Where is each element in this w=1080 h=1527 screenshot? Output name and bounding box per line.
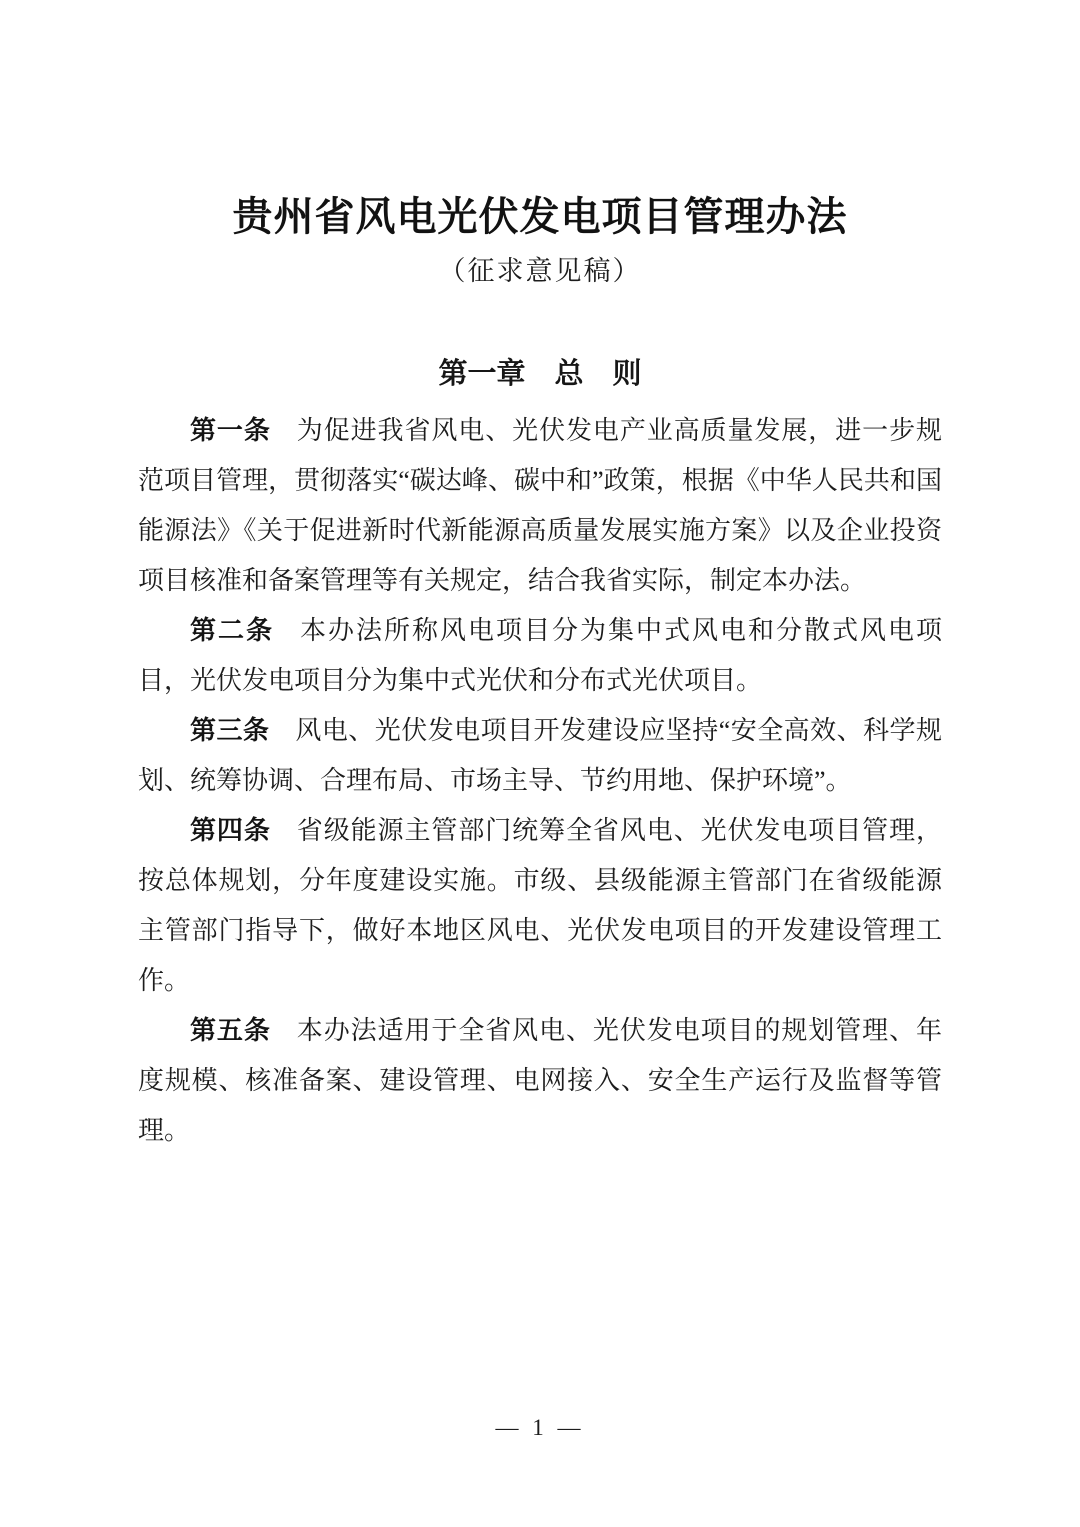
chapter-heading: 第一章 总 则 (438, 358, 642, 390)
article-2 (138, 606, 942, 706)
article-5-text: 本办法适用于全省风电、光伏发电项目的规划管理、年度规模、核准备案、建设管理、电网接入、安全生产运行及监督等管理。 (138, 1016, 942, 1145)
article-3-text: 风电、光伏发电项目开发建设应坚持“安全高效、科学规划、统筹协调、合理布局、市场主导、节约用地、保护环境”。 (138, 716, 942, 795)
article-5 (138, 1006, 942, 1156)
article-3-label: 第三条 (190, 716, 270, 745)
document-content (0, 192, 1080, 1156)
page-number: — 1 — (495, 1415, 585, 1440)
article-4-text: 省级能源主管部门统筹全省风电、光伏发电项目管理，按总体规划，分年度建设实施。市级、县级能源主管部门在省级能源主管部门指导下，做好本地区风电、光伏发电项目的开发建设管理工作。 (138, 816, 942, 995)
article-2-label: 第二条 (190, 616, 274, 645)
article-3 (138, 706, 942, 806)
article-4 (138, 806, 942, 1006)
document-title: 贵州省风电光伏发电项目管理办法 (232, 194, 848, 239)
article-4-label: 第四条 (190, 816, 271, 845)
article-1 (138, 406, 942, 606)
article-1-label: 第一条 (190, 416, 271, 445)
article-2-text: 本办法所称风电项目分为集中式风电和分散式风电项目，光伏发电项目分为集中式光伏和分布式光伏项目。 (138, 616, 942, 695)
document-body (138, 406, 942, 1156)
article-1-text: 为促进我省风电、光伏发电产业高质量发展，进一步规范项目管理，贯彻落实“碳达峰、碳中和”政策，根据《中华人民共和国能源法》《关于促进新时代新能源高质量发展实施方案》以及企业投资项目核准和备案管理等有关规定，结合我省实际，制定本办法。 (138, 416, 942, 595)
document-subtitle: （征求意见稿） (438, 256, 642, 286)
article-5-label: 第五条 (190, 1016, 271, 1045)
